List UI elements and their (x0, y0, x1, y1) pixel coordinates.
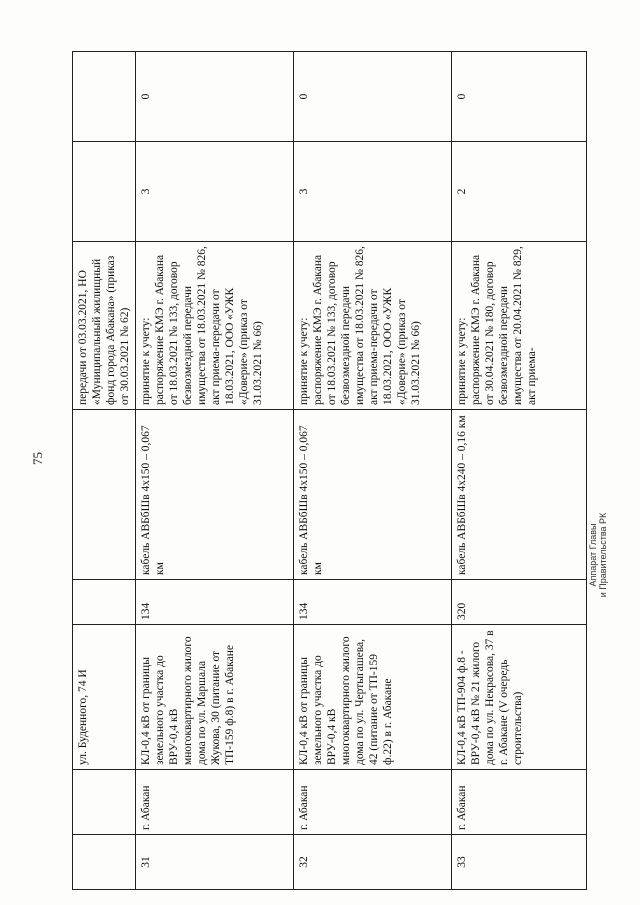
length-cell: 134 (136, 580, 294, 625)
row-number: 33 (452, 835, 587, 890)
city-cell: г. Абакан (452, 770, 587, 835)
page-number: 75 (30, 452, 45, 465)
table-row (73, 52, 136, 890)
basis-cell: принятие к учету: распоряжение КМЭ г. Абакана от 18.03.2021 № 133, договор безвозмездной передачи имущества от 18.03.2021 № 826, акт приема-передачи от 18.03.2021, ООО «УЖК «Доверие» (приказ от 31.03.2021 № 66) (136, 242, 294, 410)
col7-cell (73, 142, 136, 242)
table-row (294, 52, 452, 890)
basis-cell: принятие к учету: распоряжение КМЭ г. Абакана от 18.03.2021 № 133, договор безвозмездной передачи имущества от 18.03.2021 № 826, акт приема-передачи от 18.03.2021, ООО «УЖК «Доверие» (приказ от 31.03.2021 № 66) (294, 242, 452, 410)
basis-cell: передачи от 03.03.2021, НО «Муниципальный жилищный фонд города Абакана» (приказ от 30.03.2021 № 62) (73, 242, 136, 410)
table-row (136, 52, 294, 890)
col8-cell: 0 (452, 52, 587, 142)
characteristics-cell: кабель АВБбШв 4х150 – 0,067 км (294, 410, 452, 580)
col8-cell: 0 (136, 52, 294, 142)
row-number (73, 835, 136, 890)
object-cell: ул. Буденного, 74 И (73, 625, 136, 770)
stamp-line: Аппарат Главы (588, 523, 598, 587)
length-cell (73, 580, 136, 625)
basis-cell: принятие к учету: распоряжение КМЭ г. Абакана от 30.04.2021 № 180, договор безвозмездной передачи имущества от 20.04.2021 № 829, акт приема- (452, 242, 587, 410)
row-number: 32 (294, 835, 452, 890)
characteristics-cell: кабель АВБбШв 4х150 – 0,067 км (136, 410, 294, 580)
object-cell: КЛ-0,4 кВ от границы земельного участка до ВРУ-0,4 кВ многоквартирного жилого дома по ул. Маршала Жукова, 30 (питание от ТП-159 ф.8) в г. Абакане (136, 625, 294, 770)
characteristics-cell: кабель АВБбШв 4х240 – 0,16 км (452, 410, 587, 580)
length-cell: 320 (452, 580, 587, 625)
col7-cell: 3 (294, 142, 452, 242)
row-number: 31 (136, 835, 294, 890)
characteristics-cell (73, 410, 136, 580)
city-cell (73, 770, 136, 835)
col7-cell: 3 (136, 142, 294, 242)
length-cell: 134 (294, 580, 452, 625)
object-cell: КЛ-0,4 кВ ТП-904 ф.8 - ВРУ-0,4 кВ № 21 жилого дома по ул. Некрасова, 37 в г. Абакане (V очередь строительства) (452, 625, 587, 770)
city-cell: г. Абакан (294, 770, 452, 835)
registry-table (72, 51, 587, 890)
col7-cell: 2 (452, 142, 587, 242)
agency-stamp (588, 495, 608, 615)
object-cell: КЛ-0,4 кВ от границы земельного участка до ВРУ-0,4 кВ многоквартирного жилого дома по ул. Чертыгашева, 42 (питание от ТП-159 ф.22) в г. Абакане (294, 625, 452, 770)
stamp-line: и Правительства РК (598, 512, 608, 598)
table-row (452, 52, 587, 890)
city-cell: г. Абакан (136, 770, 294, 835)
col8-cell (73, 52, 136, 142)
col8-cell: 0 (294, 52, 452, 142)
